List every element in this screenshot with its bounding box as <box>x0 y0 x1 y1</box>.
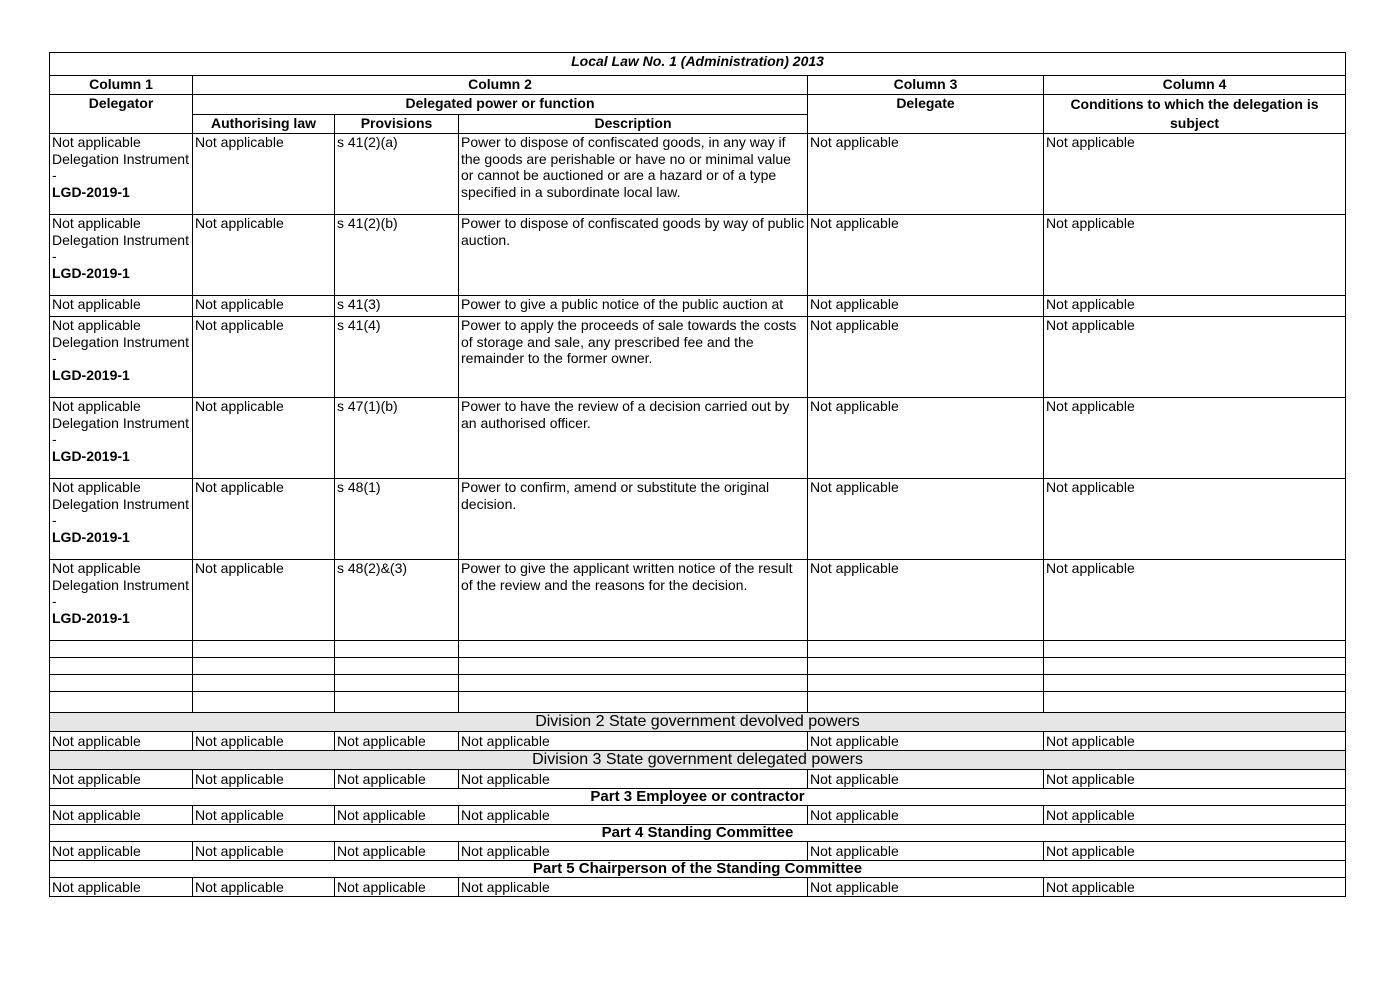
table-row: Not applicable Not applicable Not applicable Not applicable Not applicable Not applicable <box>50 732 1346 751</box>
table-row: Not applicable Not applicable Not applicable Not applicable Not applicable Not applicable <box>50 878 1346 897</box>
part-4-header: Part 4 Standing Committee <box>50 825 1346 842</box>
table-row <box>50 296 1346 317</box>
blank-row <box>50 641 1346 658</box>
description-cell: Power to give the applicant written notice of the result of the review and the reasons for the decision. <box>459 560 808 641</box>
description-header: Description <box>459 114 808 134</box>
provision-cell: s 41(2)(b) <box>335 215 459 296</box>
section-header-row <box>50 861 1346 878</box>
authorising-law-cell: Not applicable <box>193 398 335 479</box>
column-3-header: Column 3 <box>808 76 1044 95</box>
authorising-law-cell: Not applicable <box>193 560 335 641</box>
delegate-cell: Not applicable <box>808 398 1044 479</box>
section-header-row <box>50 825 1346 842</box>
authorising-law-cell: Not applicable <box>193 317 335 398</box>
delegator-cell: Not applicable Delegation Instrument - LGD-2019-1 <box>50 398 193 479</box>
description-cell: Power to dispose of confiscated goods, in any way if the goods are perishable or have no or minimal value or cannot be auctioned or are a hazard or of a type specified in a subordinate local law. <box>459 134 808 215</box>
provision-cell: s 48(1) <box>335 479 459 560</box>
blank-row <box>50 675 1346 692</box>
authorising-law-cell: Not applicable <box>193 134 335 215</box>
table-row: Not applicable Not applicable Not applicable Not applicable Not applicable Not applicable <box>50 770 1346 789</box>
provision-cell: s 41(4) <box>335 317 459 398</box>
authorising-law-header: Authorising law <box>193 114 335 134</box>
conditions-cell: Not applicable <box>1044 296 1346 317</box>
column-2-header: Column 2 <box>193 76 808 95</box>
part-3-header: Part 3 Employee or contractor <box>50 789 1346 806</box>
delegator-cell: Not applicable Delegation Instrument - LGD-2019-1 <box>50 215 193 296</box>
delegate-cell: Not applicable <box>808 134 1044 215</box>
blank-row <box>50 692 1346 713</box>
part-5-header: Part 5 Chairperson of the Standing Committee <box>50 861 1346 878</box>
delegate-cell: Not applicable <box>808 317 1044 398</box>
authorising-law-cell: Not applicable <box>193 215 335 296</box>
delegator-cell: Not applicable Delegation Instrument - LGD-2019-1 <box>50 134 193 215</box>
delegate-header: Delegate <box>808 95 1044 134</box>
conditions-header: Conditions to which the delegation is subject <box>1044 95 1346 134</box>
column-1-header: Column 1 <box>50 76 193 95</box>
provision-cell: s 41(2)(a) <box>335 134 459 215</box>
column-4-header: Column 4 <box>1044 76 1346 95</box>
delegate-cell: Not applicable <box>808 215 1044 296</box>
conditions-cell: Not applicable <box>1044 398 1346 479</box>
provision-cell: s 47(1)(b) <box>335 398 459 479</box>
delegate-cell: Not applicable <box>808 296 1044 317</box>
delegator-cell: Not applicable <box>50 296 193 317</box>
section-header-row <box>50 751 1346 770</box>
description-cell: Power to apply the proceeds of sale towards the costs of storage and sale, any prescribed fee and the remainder to the former owner. <box>459 317 808 398</box>
description-cell: Power to have the review of a decision carried out by an authorised officer. <box>459 398 808 479</box>
delegator-cell: Not applicable Delegation Instrument - LGD-2019-1 <box>50 560 193 641</box>
delegator-cell: Not applicable Delegation Instrument - LGD-2019-1 <box>50 479 193 560</box>
description-cell: Power to dispose of confiscated goods by way of public auction. <box>459 215 808 296</box>
table-row <box>50 317 1346 398</box>
description-cell: Power to confirm, amend or substitute the original decision. <box>459 479 808 560</box>
table-row <box>50 479 1346 560</box>
delegation-table <box>49 52 1346 897</box>
delegated-power-header: Delegated power or function <box>193 95 808 115</box>
authorising-law-cell: Not applicable <box>193 479 335 560</box>
table-row <box>50 398 1346 479</box>
delegate-cell: Not applicable <box>808 560 1044 641</box>
delegator-header: Delegator <box>50 95 193 134</box>
conditions-cell: Not applicable <box>1044 215 1346 296</box>
provision-cell: s 41(3) <box>335 296 459 317</box>
column-number-row <box>50 76 1346 95</box>
section-header-row <box>50 789 1346 806</box>
conditions-cell: Not applicable <box>1044 317 1346 398</box>
table-row <box>50 560 1346 641</box>
conditions-cell: Not applicable <box>1044 479 1346 560</box>
table-row: Not applicable Not applicable Not applicable Not applicable Not applicable Not applicable <box>50 806 1346 825</box>
provisions-header: Provisions <box>335 114 459 134</box>
table-row: Not applicable Not applicable Not applicable Not applicable Not applicable Not applicable <box>50 842 1346 861</box>
header-row <box>50 95 1346 115</box>
document-title: Local Law No. 1 (Administration) 2013 <box>50 53 1346 76</box>
provision-cell: s 48(2)&(3) <box>335 560 459 641</box>
title-row <box>50 53 1346 76</box>
blank-row <box>50 658 1346 675</box>
authorising-law-cell: Not applicable <box>193 296 335 317</box>
description-cell: Power to give a public notice of the public auction at <box>459 296 808 317</box>
table-row <box>50 215 1346 296</box>
table-row <box>50 134 1346 215</box>
delegator-cell: Not applicable Delegation Instrument - LGD-2019-1 <box>50 317 193 398</box>
conditions-cell: Not applicable <box>1044 134 1346 215</box>
division-3-header: Division 3 State government delegated powers <box>50 751 1346 770</box>
conditions-cell: Not applicable <box>1044 560 1346 641</box>
delegate-cell: Not applicable <box>808 479 1044 560</box>
division-2-header: Division 2 State government devolved powers <box>50 713 1346 732</box>
section-header-row <box>50 713 1346 732</box>
